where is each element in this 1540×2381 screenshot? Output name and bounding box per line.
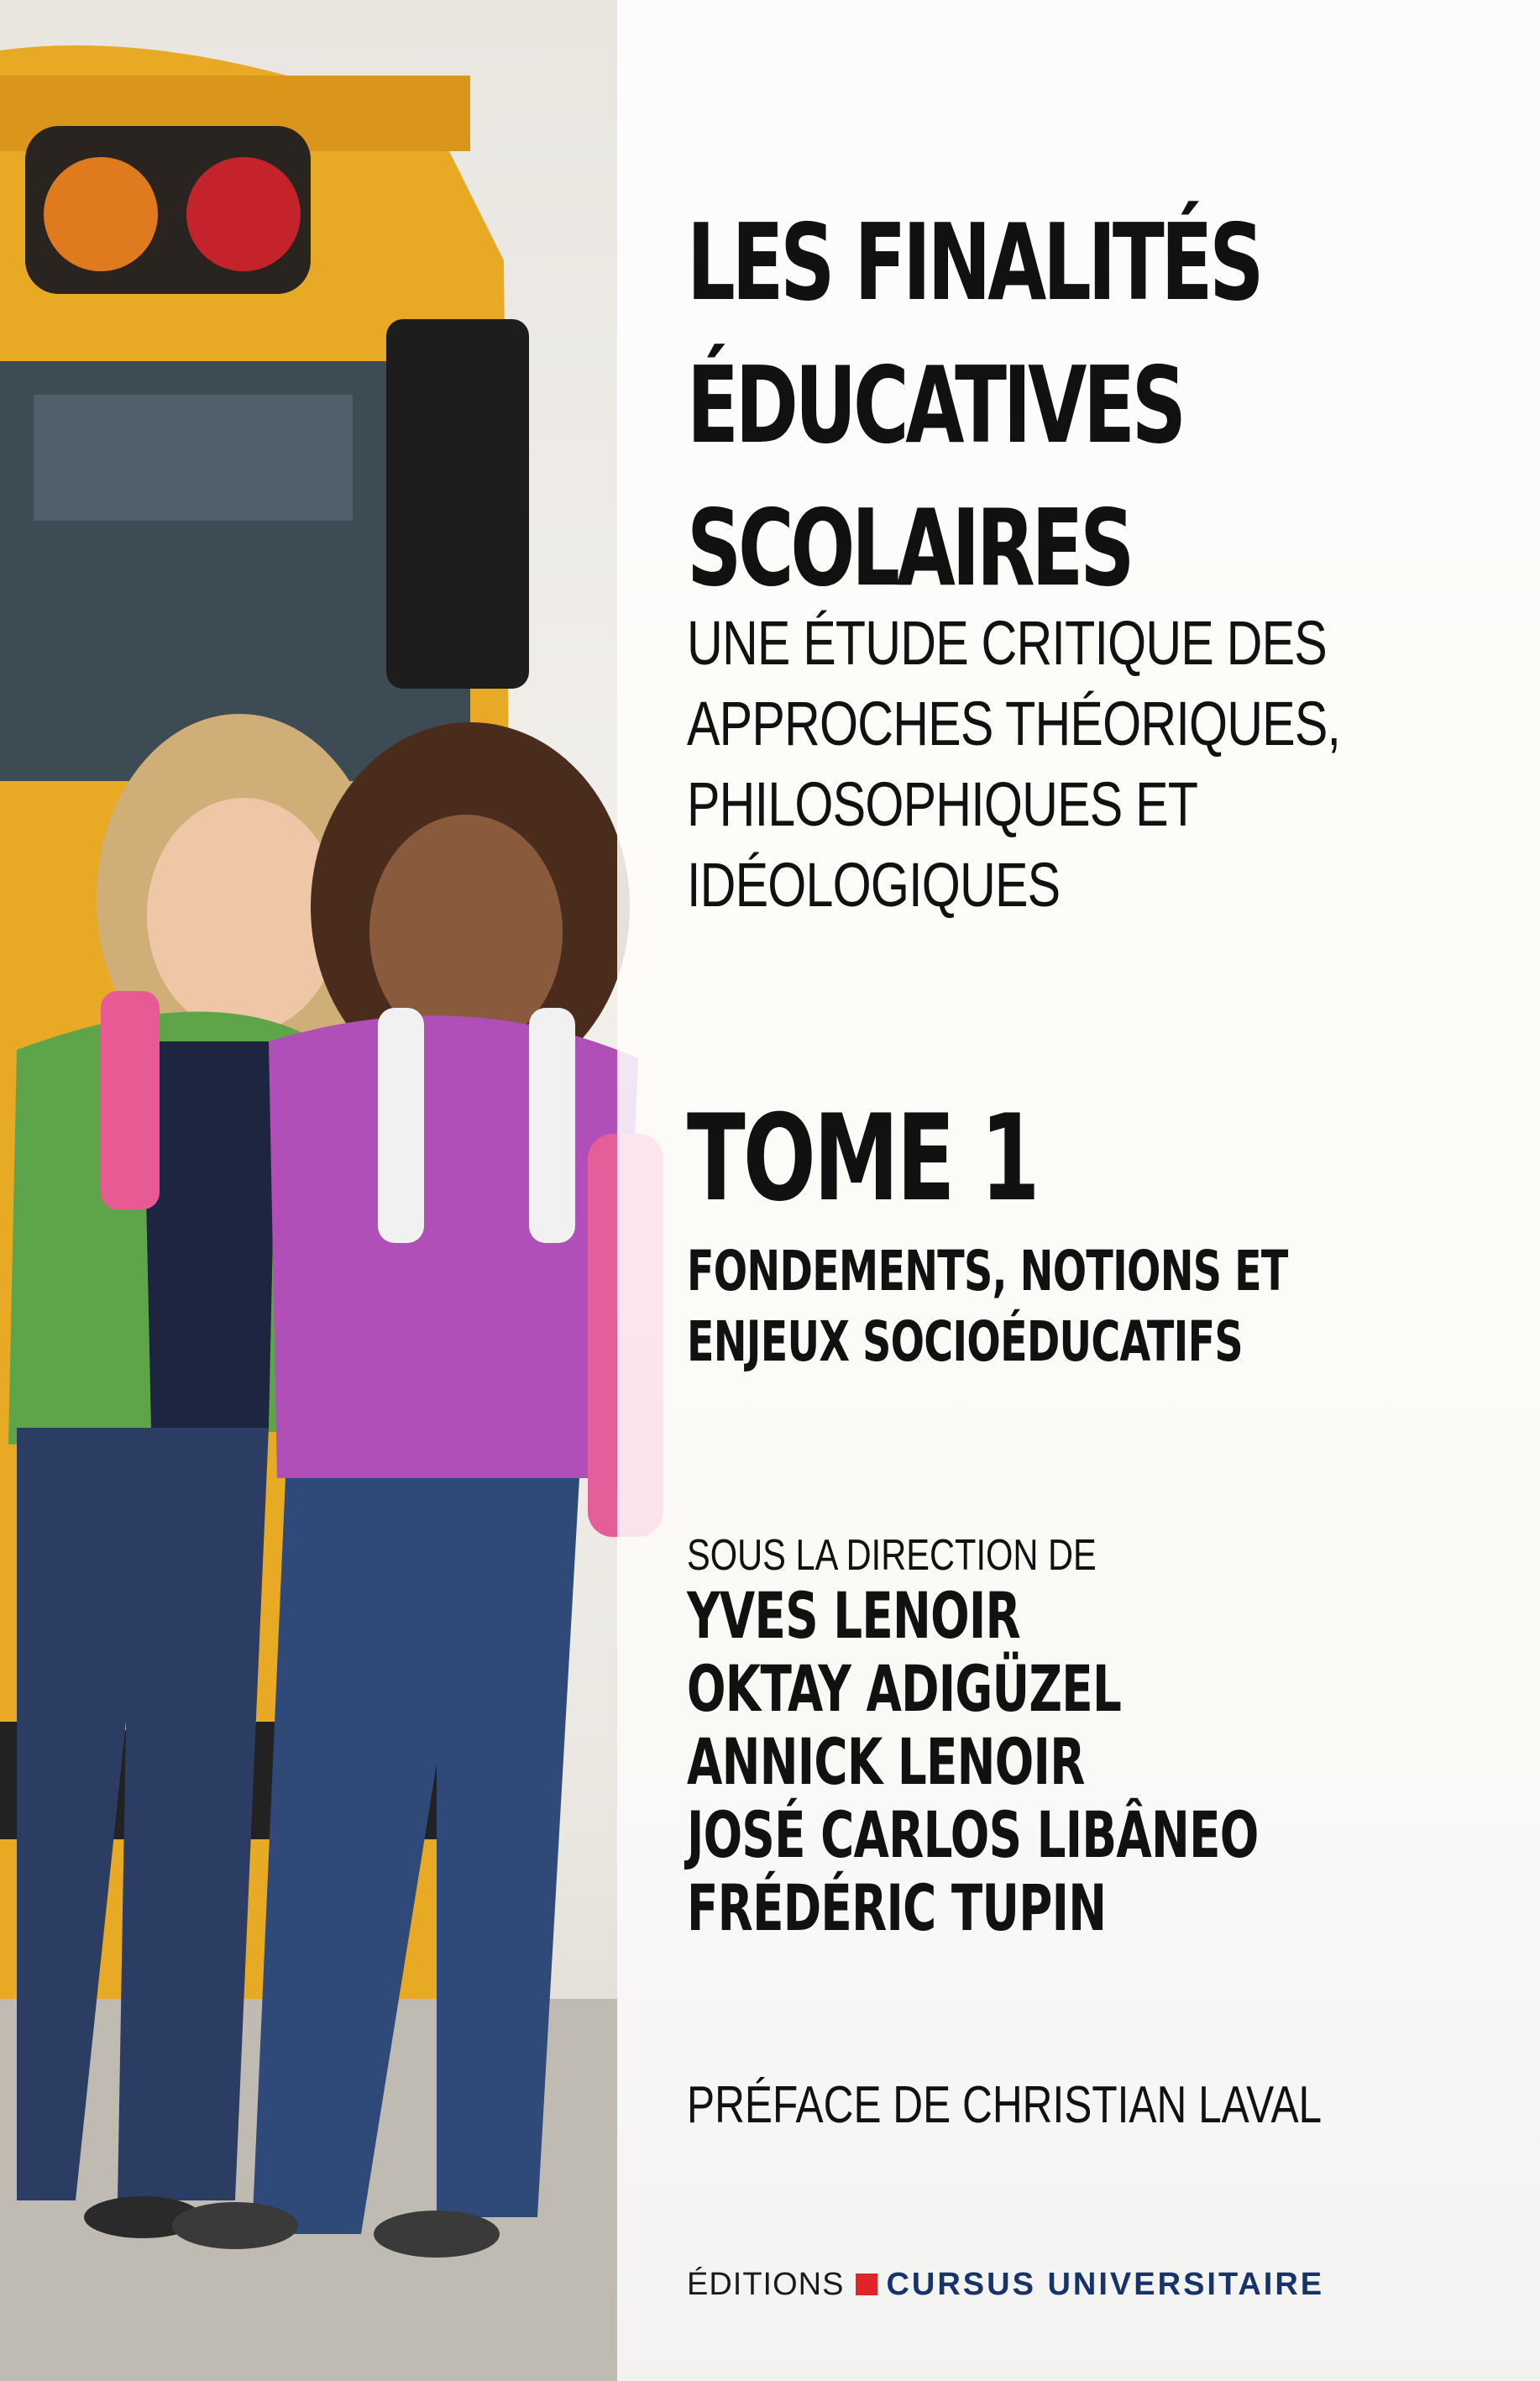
book-title-line: ÉDUCATIVES bbox=[687, 344, 1183, 467]
author-name: FRÉDÉRIC TUPIN bbox=[687, 1870, 1107, 1945]
girl1-shirt bbox=[143, 1041, 277, 1428]
publisher-prefix: ÉDITIONS bbox=[687, 2266, 845, 2302]
publisher-series: CURSUS UNIVERSITAIRE bbox=[886, 2266, 1325, 2302]
girl2-shoe-left bbox=[172, 2202, 298, 2249]
book-title-line: SCOLAIRES bbox=[687, 486, 1132, 610]
book-subtitle-line: PHILOSOPHIQUES ET bbox=[687, 769, 1198, 839]
girl1-backpack-strap bbox=[101, 991, 160, 1209]
direction-label: SOUS LA DIRECTION DE bbox=[687, 1531, 1097, 1580]
bus-amber-light bbox=[44, 157, 158, 271]
book-subtitle-line: APPROCHES THÉORIQUES, bbox=[687, 689, 1341, 758]
publisher-red-square-icon bbox=[856, 2273, 877, 2295]
bus-mirror bbox=[386, 319, 529, 689]
book-title bbox=[687, 191, 1260, 620]
book-title-line: LES FINALITÉS bbox=[687, 201, 1261, 324]
book-subtitle-line: IDÉOLOGIQUES bbox=[687, 850, 1061, 920]
bus-red-light bbox=[186, 157, 301, 271]
girl2-backpack-strap-right bbox=[529, 1008, 575, 1243]
girl2-sweater bbox=[269, 1015, 638, 1478]
volume-subtitle bbox=[687, 1236, 1288, 1377]
author-name: ANNICK LENOIR bbox=[687, 1724, 1085, 1799]
author-name: YVES LENOIR bbox=[687, 1578, 1020, 1653]
book-subtitle bbox=[687, 603, 1340, 926]
girl1-jeans bbox=[17, 1428, 269, 2200]
volume-subtitle-line: ENJEUX SOCIOÉDUCATIFS bbox=[687, 1309, 1243, 1374]
preface-credit: PRÉFACE DE CHRISTIAN LAVAL bbox=[687, 2076, 1323, 2134]
publisher-logo bbox=[687, 2259, 1324, 2310]
volume-subtitle-line: FONDEMENTS, NOTIONS ET bbox=[687, 1239, 1288, 1303]
bus-windshield-glare bbox=[34, 395, 353, 521]
girl2-shoe-right bbox=[374, 2211, 500, 2258]
girl2-backpack-strap-left bbox=[378, 1008, 424, 1243]
author-name: JOSÉ CARLOS LIBÂNEO bbox=[687, 1797, 1259, 1872]
author-list bbox=[687, 1579, 1259, 1944]
volume-number: TOME 1 bbox=[687, 1089, 1038, 1228]
author-name: OKTAY ADIGÜZEL bbox=[687, 1651, 1122, 1726]
book-subtitle-line: UNE ÉTUDE CRITIQUE DES bbox=[687, 608, 1327, 678]
